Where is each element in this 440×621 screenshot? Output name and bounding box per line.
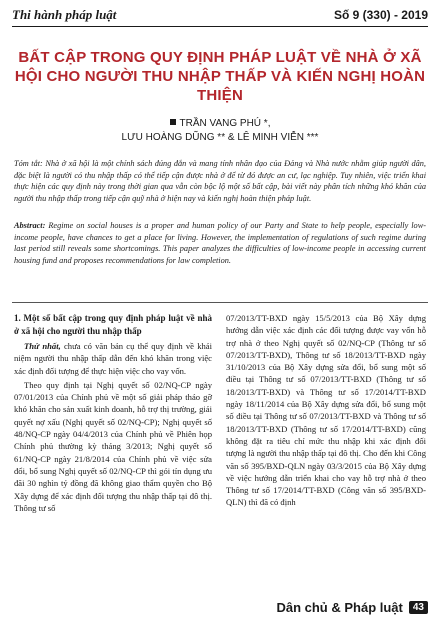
abstract-en-text: Regime on social houses is a proper and human policy of our Party and State to help people, especially low-income people, have chances to get a place for living. However, the implementation of regulations of such regime during last period still reveals some shortcomings. This paper analyzes the difficulties of low-income people in accessing current housing fund and proposes recommendations for law completion. [14,221,426,265]
body-column-left [14,312,212,516]
paragraph-3: 07/2013/TT-BXD ngày 15/5/2013 của Bộ Xây dựng hướng dẫn việc xác định các đối tượng được vay vốn hỗ trợ nhà ở theo Nghị quyết số 02/NQ-CP (Thông tư số 07/2013/TT-BXD), Thông tư số 18/2013/TT-BXD ngày 31/10/2013 của Bộ Xây dựng sửa đổi, bổ sung một số điều tại Thông tư số 07/2013/TT-BXD (Thông tư số 18/2013/TT-BXD) và Thông tư số 17/2014/TT-BXD ngày 18/11/2014 của Bộ Xây dựng sửa đổi, bổ sung một số điều tại Thông tư số 07/2013/TT-BXD và Thông tư số 18/2013/TT-BXD (Thông tư số 17/2014/TT-BXD) cũng không đặt ra tiêu chí mức thu nhập khi xác định đối tượng là người thu nhập thấp tại đô thị. Cho đến khi Công văn số 395/BXD-QLN ngày 03/3/2015 của Bộ Xây dựng về việc hướng dẫn triển khai cho vay hỗ trợ nhà ở theo Thông tư số 17/2014/TT-BXD (Công văn số 395/BXD-QLN) thì đã có định [226,313,426,508]
abstract-vietnamese: Tóm tắt: Nhà ở xã hội là một chính sách đúng đắn và mang tính nhân đạo của Đảng và Nhà nước nhằm giúp người dân, đặc biệt là người có thu nhập thấp có thể tiếp cận được nhà ở để từ đó được an cư, lạc nghiệp. Tuy nhiên, việc triển khai thực hiện các quy định này trong thời gian qua vẫn còn bộc lộ một số bất cập, bài viết này phân tích những khó khăn của người thu nhập thấp trong tiếp cận quỹ nhà ở hiện nay và kiến nghị hoàn thiện pháp luật. [14,159,426,203]
article-title: BẤT CẬP TRONG QUY ĐỊNH PHÁP LUẬT VỀ NHÀ Ở XÃ HỘI CHO NGƯỜI THU NHẬP THẤP VÀ KIẾN NGHỊ HOÀN THIỆN [14,49,426,104]
paragraph-1-text: chưa có văn bản cụ thể quy định về khái niệm người thu nhập thấp dẫn đến khó khăn trong việc xác định đối tượng để thực hiện việc cho vay vốn. [14,341,212,376]
authors-line-2: LƯU HOÀNG DŨNG ** & LÊ MINH VIỄN *** [121,132,319,143]
footer-brand: Dân chủ & Pháp luật [276,600,403,615]
body-column-right [226,312,426,511]
paragraph-2: Theo quy định tại Nghị quyết số 02/NQ-CP ngày 07/01/2013 của Chính phủ về một số giải pháp tháo gỡ khó khăn cho sản xuất kinh doanh, hỗ trợ thị trường, giải quyết nợ xấu (Nghị quyết số 02/NQ-CP); Nghị quyết số 48/NQ-CP ngày 04/4/2013 của Chính phủ về Phiên họp Chính phủ thường kỳ tháng 3/2013; Nghị quyết số 61/NQ-CP ngày 21/8/2014 của Chính phủ về việc sửa đổi, bổ sung Nghị quyết số 02/NQ-CP thì gói tín dụng ưu đãi 30 nghìn tỷ đồng đã không giao thẩm quyền cho Bộ Xây dựng để xác định đối tượng thu nhập thấp tại đô thị. Thông tư số [14,379,212,513]
abstract-english [14,220,426,266]
abstract-divider [12,302,428,303]
paragraph-1-runin: Thứ nhất, [24,341,61,351]
footer [276,600,428,615]
section-heading: 1. Một số bất cập trong quy định pháp luật về nhà ở xã hội cho người thu nhập thấp [14,313,212,336]
paragraph-1 [14,340,212,377]
authors-line-1 [12,117,428,131]
page-number: 43 [409,601,428,614]
bullet-square-icon [170,119,176,125]
running-header [12,4,428,26]
abstract-en-lead: Abstract: [14,221,46,230]
header-rule [12,26,428,27]
issue-info: Số 9 (330) - 2019 [333,8,428,22]
author-1: TRẦN VANG PHÚ *, [179,118,271,129]
authors [12,117,428,145]
section-name: Thi hành pháp luật [12,7,117,22]
